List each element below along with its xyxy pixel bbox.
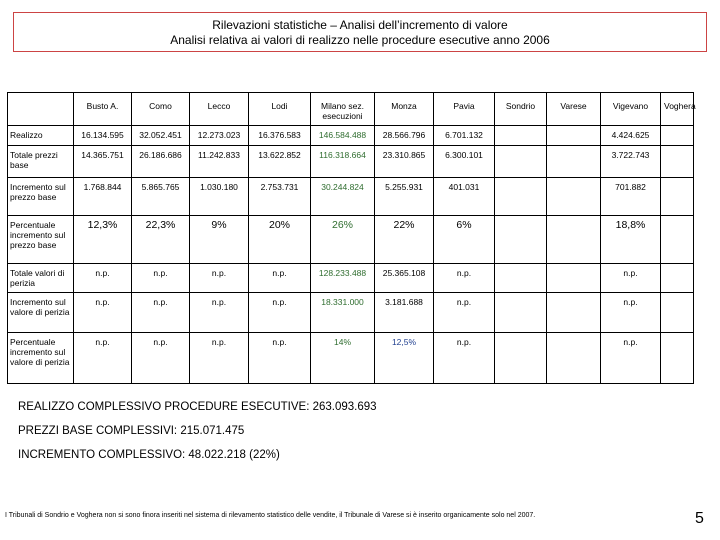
table-cell: 26% — [311, 216, 375, 264]
table-cell — [661, 146, 694, 178]
table-cell — [547, 216, 601, 264]
table-cell: 22,3% — [132, 216, 190, 264]
table-cell: 25.365.108 — [375, 264, 434, 293]
row-label: Totale valori di perizia — [8, 264, 74, 293]
column-header: Lecco — [190, 93, 249, 126]
table-row — [8, 333, 694, 384]
table-cell: 14.365.751 — [74, 146, 132, 178]
column-header: Varese — [547, 93, 601, 126]
table-cell: 146.584.488 — [311, 126, 375, 146]
table-cell: 6.300.101 — [434, 146, 495, 178]
table-cell: 18.331.000 — [311, 293, 375, 333]
table-cell — [495, 293, 547, 333]
table-cell: 14% — [311, 333, 375, 384]
row-label: Totale prezzi base — [8, 146, 74, 178]
footnote: I Tribunali di Sondrio e Voghera non si sono finora inseriti nel sistema di rilevamento statistico delle vendite, il Tribunale di Varese si è inserito organicamente solo nel 2007. — [5, 512, 536, 519]
table-cell: 16.376.583 — [249, 126, 311, 146]
table-cell: n.p. — [434, 333, 495, 384]
table-row — [8, 216, 694, 264]
table-cell — [495, 126, 547, 146]
column-header: Lodi — [249, 93, 311, 126]
table-cell — [495, 264, 547, 293]
table-cell: 6.701.132 — [434, 126, 495, 146]
table-cell: n.p. — [132, 264, 190, 293]
table-cell: 11.242.833 — [190, 146, 249, 178]
table-cell: n.p. — [190, 264, 249, 293]
page-subtitle: Analisi relativa ai valori di realizzo nelle procedure esecutive anno 2006 — [170, 33, 550, 47]
row-label: Incremento sul valore di perizia — [8, 293, 74, 333]
table-cell: n.p. — [434, 293, 495, 333]
summary-prezzi-base: PREZZI BASE COMPLESSIVI: 215.071.475 — [18, 425, 245, 437]
row-label: Percentuale incremento sul valore di perizia — [8, 333, 74, 384]
header-empty-cell — [8, 93, 74, 126]
table-row — [8, 264, 694, 293]
column-header: Como — [132, 93, 190, 126]
table-cell: n.p. — [601, 333, 661, 384]
summary-block — [18, 400, 377, 472]
summary-realizzo: REALIZZO COMPLESSIVO PROCEDURE ESECUTIVE: 263.093.693 — [18, 401, 377, 413]
table-cell: 2.753.731 — [249, 178, 311, 216]
table-cell: n.p. — [190, 333, 249, 384]
column-header: Sondrio — [495, 93, 547, 126]
table-cell — [495, 216, 547, 264]
table-cell: 16.134.595 — [74, 126, 132, 146]
table-row — [8, 293, 694, 333]
table-cell — [547, 178, 601, 216]
table-cell: n.p. — [249, 264, 311, 293]
table-cell: 6% — [434, 216, 495, 264]
row-label: Realizzo — [8, 126, 74, 146]
table-cell: 1.768.844 — [74, 178, 132, 216]
table-cell: n.p. — [249, 293, 311, 333]
column-header: Milano sez. esecuzioni — [311, 93, 375, 126]
table-header-row — [8, 93, 694, 126]
table-cell — [661, 178, 694, 216]
row-label: Incremento sul prezzo base — [8, 178, 74, 216]
table-cell: 116.318.664 — [311, 146, 375, 178]
table-cell — [547, 264, 601, 293]
table-cell — [495, 333, 547, 384]
table-cell: 4.424.625 — [601, 126, 661, 146]
table-cell: 22% — [375, 216, 434, 264]
table-cell — [661, 293, 694, 333]
column-header: Voghera — [661, 93, 694, 126]
table-cell: 1.030.180 — [190, 178, 249, 216]
table-row — [8, 126, 694, 146]
table-cell: n.p. — [132, 333, 190, 384]
table-cell: 30.244.824 — [311, 178, 375, 216]
column-header: Pavia — [434, 93, 495, 126]
table-cell: 23.310.865 — [375, 146, 434, 178]
table-cell — [547, 293, 601, 333]
row-label: Percentuale incremento sul prezzo base — [8, 216, 74, 264]
table-cell: 28.566.796 — [375, 126, 434, 146]
column-header: Monza — [375, 93, 434, 126]
table-cell: 12,3% — [74, 216, 132, 264]
table-cell: 20% — [249, 216, 311, 264]
table-cell: 401.031 — [434, 178, 495, 216]
statistics-table — [7, 92, 694, 384]
table-cell: 18,8% — [601, 216, 661, 264]
table-cell — [661, 216, 694, 264]
table-cell: 26.186.686 — [132, 146, 190, 178]
table-cell: n.p. — [132, 293, 190, 333]
column-header: Busto A. — [74, 93, 132, 126]
table-cell: 3.722.743 — [601, 146, 661, 178]
table-cell: n.p. — [249, 333, 311, 384]
table-cell — [547, 126, 601, 146]
table-cell — [547, 333, 601, 384]
table-cell — [661, 333, 694, 384]
table-row — [8, 178, 694, 216]
summary-incremento: INCREMENTO COMPLESSIVO: 48.022.218 (22%) — [18, 449, 280, 461]
column-header: Vigevano — [601, 93, 661, 126]
table-cell: n.p. — [74, 293, 132, 333]
table-cell: n.p. — [434, 264, 495, 293]
table-cell: n.p. — [74, 264, 132, 293]
table-cell: 12,5% — [375, 333, 434, 384]
page-title: Rilevazioni statistiche – Analisi dell’incremento di valore — [212, 18, 508, 32]
table-cell — [661, 264, 694, 293]
table-cell: n.p. — [190, 293, 249, 333]
table-cell: n.p. — [601, 293, 661, 333]
table-cell: n.p. — [601, 264, 661, 293]
table-cell — [547, 146, 601, 178]
table-cell: 12.273.023 — [190, 126, 249, 146]
table-cell: 32.052.451 — [132, 126, 190, 146]
table-cell: 5.255.931 — [375, 178, 434, 216]
page-number: 5 — [695, 510, 704, 527]
table-cell — [661, 126, 694, 146]
table-cell: 128.233.488 — [311, 264, 375, 293]
table-cell — [495, 178, 547, 216]
table-cell: 701.882 — [601, 178, 661, 216]
table-cell — [495, 146, 547, 178]
table-cell: 5.865.765 — [132, 178, 190, 216]
table-cell: n.p. — [74, 333, 132, 384]
title-box — [13, 12, 707, 52]
table-row — [8, 146, 694, 178]
table-cell: 13.622.852 — [249, 146, 311, 178]
table-cell: 3.181.688 — [375, 293, 434, 333]
table-cell: 9% — [190, 216, 249, 264]
